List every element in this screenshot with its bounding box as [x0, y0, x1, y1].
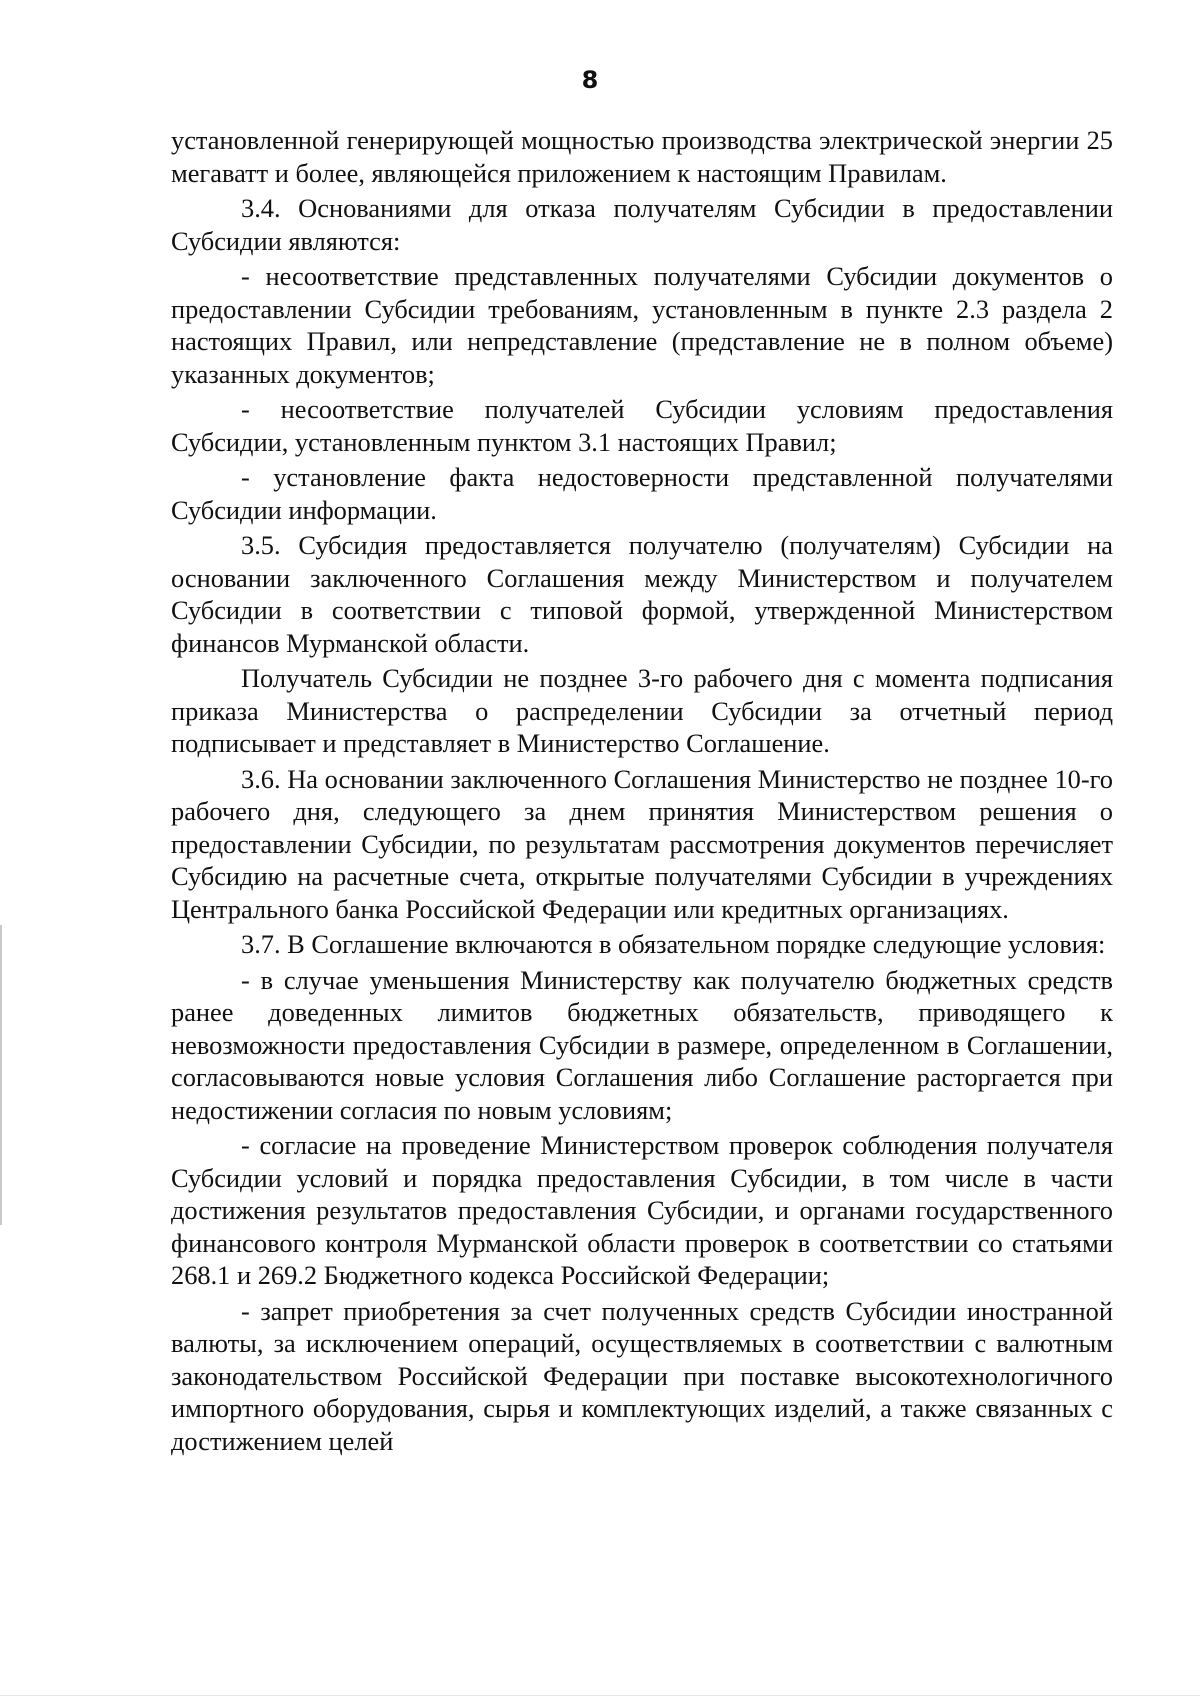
paragraph-3-4: 3.4. Основаниями для отказа получателям Субсидии в предоставлении Субсидии являются:	[171, 193, 1113, 256]
list-item-inspections: - согласие на проведение Министерством проверок соблюдения получателя Субсидии условий и порядка предоставления Субсидии, в том числе в части достижения результатов предоставления Субсидии, и органами государственного финансового контроля Мурманской области проверок в соответствии со статьями 268.1 и 269.2 Бюджетного кодекса Российской Федерации;	[171, 1130, 1113, 1290]
list-item-limits: - в случае уменьшения Министерству как получателю бюджетных средств ранее доведенных лимитов бюджетных обязательств, приводящего к невозможности предоставления Субсидии в размере, определенном в Соглашении, согласовываются новые условия Соглашения либо Соглашение расторгается при недостижении согласия по новым условиям;	[171, 964, 1113, 1125]
body-text	[171, 124, 1113, 1457]
list-item-information: - установление факта недостоверности представленной получателями Субсидии информации.	[171, 462, 1113, 525]
list-item-conditions: - несоответствие получателей Субсидии условиям предоставления Субсидии, установленным пунктом 3.1 настоящих Правил;	[171, 394, 1113, 457]
paragraph-3-6: 3.6. На основании заключенного Соглашения Министерство не позднее 10-го рабочего дня, следующего за днем принятия Министерством решения о предоставлении Субсидии, по результатам рассмотрения документов перечисляет Субсидию на расчетные счета, открытые получателями Субсидии в учреждениях Центрального банка Российской Федерации или кредитных организациях.	[171, 763, 1113, 924]
paragraph-recipient: Получатель Субсидии не позднее 3-го рабочего дня с момента подписания приказа Министерства о распределении Субсидии за отчетный период подписывает и представляет в Министерство Соглашение.	[171, 663, 1113, 758]
list-item-currency: - запрет приобретения за счет полученных средств Субсидии иностранной валюты, за исключением операций, осуществляемых в соответствии с валютным законодательством Российской Федерации при поставке высокотехнологичного импортного оборудования, сырья и комплектующих изделий, а также связанных с достижением целей	[171, 1295, 1113, 1456]
page-number: 8	[581, 66, 599, 94]
list-item-documents: - несоответствие представленных получателями Субсидии документов о предоставлении Субсидии требованиям, установленным в пункте 2.3 раздела 2 настоящих Правил, или непредставление (представление не в полном объеме) указанных документов;	[171, 261, 1113, 389]
scan-bottom-line	[0, 1695, 1200, 1696]
paragraph-3-5: 3.5. Субсидия предоставляется получателю (получателям) Субсидии на основании заключенного Соглашения между Министерством и получателем Субсидии в соответствии с типовой формой, утвержденной Министерством финансов Мурманской области.	[171, 530, 1113, 658]
paragraph-3-7: 3.7. В Соглашение включаются в обязательном порядке следующие условия:	[241, 929, 1106, 959]
scan-edge-line	[0, 925, 2, 1225]
paragraph-continuation: установленной генерирующей мощностью производства электрической энергии 25 мегаватт и более, являющейся приложением к настоящим Правилам.	[171, 125, 1113, 188]
